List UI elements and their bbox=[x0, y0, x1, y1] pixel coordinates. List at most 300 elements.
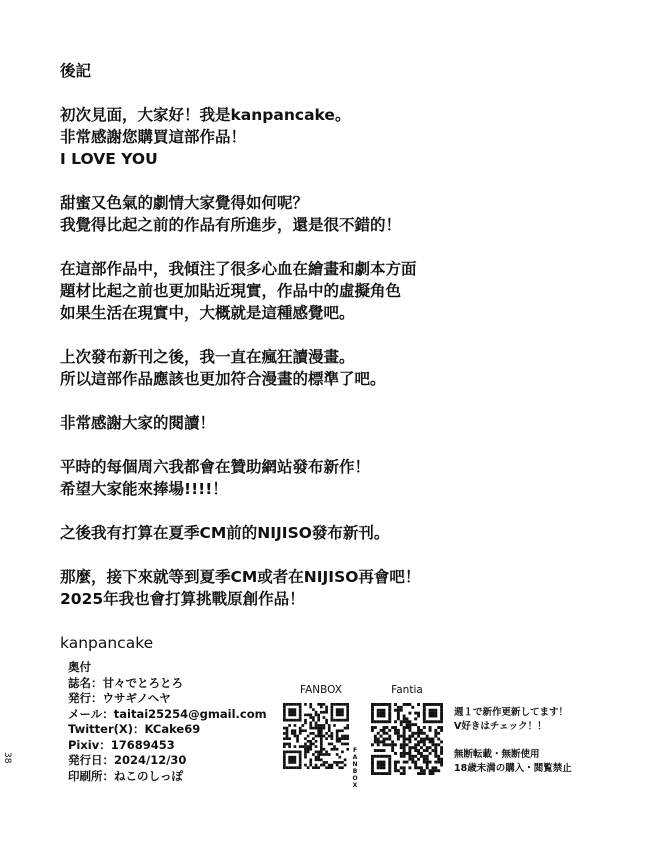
qr-module bbox=[397, 715, 400, 718]
qr-module bbox=[315, 756, 318, 759]
afterword bbox=[60, 60, 620, 654]
qr-module bbox=[317, 724, 320, 727]
qr-module bbox=[380, 735, 383, 738]
qr-module bbox=[283, 764, 286, 767]
qr-module bbox=[383, 755, 386, 758]
qr-module bbox=[312, 719, 315, 722]
qr-module bbox=[377, 763, 380, 766]
qr-module bbox=[346, 748, 349, 751]
qr-module bbox=[312, 732, 315, 735]
qr-module bbox=[291, 714, 294, 717]
qr-module bbox=[388, 772, 391, 775]
qr-module bbox=[299, 714, 302, 717]
qr-module bbox=[385, 743, 388, 746]
qr-module bbox=[434, 703, 437, 706]
qr-module bbox=[299, 711, 302, 714]
qr-module bbox=[288, 724, 291, 727]
afterword-line: 希望大家能來捧場!!!!！ bbox=[60, 480, 228, 498]
qr-module bbox=[394, 743, 397, 746]
qr-module bbox=[304, 748, 307, 751]
qr-module bbox=[341, 708, 344, 711]
qr-module bbox=[328, 727, 331, 730]
qr-module bbox=[320, 703, 323, 706]
qr-module bbox=[414, 743, 417, 746]
qr-module bbox=[307, 766, 310, 769]
qr-module bbox=[286, 727, 289, 730]
qr-module bbox=[288, 743, 291, 746]
qr-module bbox=[346, 727, 349, 730]
qr-module bbox=[333, 761, 336, 764]
colophon-line: 発行日：2024/12/30 bbox=[68, 753, 187, 767]
qr-module bbox=[371, 720, 374, 723]
qr-module bbox=[388, 717, 391, 720]
qr-module bbox=[440, 740, 443, 743]
note-line bbox=[454, 734, 634, 748]
qr-module bbox=[283, 737, 286, 740]
qr-module bbox=[403, 720, 406, 723]
qr-module bbox=[346, 724, 349, 727]
qr-module bbox=[325, 732, 328, 735]
qr-module bbox=[371, 703, 374, 706]
qr-module bbox=[423, 740, 426, 743]
qr-module bbox=[336, 714, 339, 717]
qr-module bbox=[377, 709, 380, 712]
qr-module bbox=[296, 737, 299, 740]
qr-module bbox=[394, 729, 397, 732]
qr-module bbox=[429, 715, 432, 718]
qr-module bbox=[440, 720, 443, 723]
colophon-line: 誌名：甘々でとろとろ bbox=[68, 675, 183, 690]
qr-module bbox=[440, 715, 443, 718]
qr-module bbox=[383, 732, 386, 735]
qr-module bbox=[320, 748, 323, 751]
qr-module bbox=[403, 772, 406, 775]
qr-module bbox=[336, 719, 339, 722]
qr-module bbox=[288, 751, 291, 754]
qr-module bbox=[429, 729, 432, 732]
qr-module bbox=[385, 732, 388, 735]
qr-module bbox=[344, 737, 347, 740]
qr-module bbox=[383, 715, 386, 718]
qr-module bbox=[423, 738, 426, 741]
qr-module bbox=[346, 743, 349, 746]
afterword-line: 甜蜜又色氣的劇情大家覺得如何呢？ bbox=[60, 194, 309, 212]
qr-module bbox=[408, 723, 411, 726]
qr-module bbox=[403, 740, 406, 743]
qr-module bbox=[400, 723, 403, 726]
qr-module bbox=[331, 708, 334, 711]
qr-module bbox=[437, 738, 440, 741]
qr-module bbox=[431, 769, 434, 772]
qr-module bbox=[320, 729, 323, 732]
qr-module bbox=[288, 708, 291, 711]
qr-module bbox=[344, 743, 347, 746]
qr-module bbox=[408, 703, 411, 706]
qr-module bbox=[431, 712, 434, 715]
qr-module bbox=[299, 766, 302, 769]
qr-module bbox=[328, 735, 331, 738]
qr-module bbox=[406, 723, 409, 726]
qr-module bbox=[323, 761, 326, 764]
qr-module bbox=[288, 756, 291, 759]
qr-module bbox=[288, 758, 291, 761]
qr-module bbox=[309, 727, 312, 730]
colophon-line: Twitter(X)：KCake69 bbox=[68, 722, 201, 736]
qr-module bbox=[388, 712, 391, 715]
qr-module bbox=[408, 729, 411, 732]
qr-module bbox=[388, 755, 391, 758]
afterword-line: 上次發布新刊之後，我一直在瘋狂讀漫畫。 bbox=[60, 348, 355, 366]
qr-module bbox=[414, 723, 417, 726]
qr-module bbox=[283, 703, 286, 706]
afterword-line: 所以這部作品應該也更加符合漫畫的標準了吧。 bbox=[60, 370, 386, 388]
qr-module bbox=[380, 740, 383, 743]
qr-module bbox=[417, 732, 420, 735]
qr-module bbox=[371, 743, 374, 746]
qr-module bbox=[391, 726, 394, 729]
qr-module bbox=[286, 703, 289, 706]
qr-module bbox=[437, 743, 440, 746]
qr-module bbox=[320, 743, 323, 746]
qr-module bbox=[377, 732, 380, 735]
qr-module bbox=[408, 766, 411, 769]
qr-module bbox=[440, 726, 443, 729]
qr-module bbox=[383, 738, 386, 741]
qr-module bbox=[377, 749, 380, 752]
qr-module bbox=[388, 729, 391, 732]
qr-module bbox=[431, 743, 434, 746]
qr-module bbox=[383, 740, 386, 743]
qr-module bbox=[391, 746, 394, 749]
qr-module bbox=[283, 761, 286, 764]
qr-module bbox=[288, 761, 291, 764]
qr-module bbox=[437, 732, 440, 735]
qr-module bbox=[414, 746, 417, 749]
qr-module bbox=[411, 735, 414, 738]
qr-module bbox=[294, 732, 297, 735]
qr-module bbox=[286, 732, 289, 735]
qr-module bbox=[431, 703, 434, 706]
qr-module bbox=[371, 715, 374, 718]
qr-module bbox=[315, 724, 318, 727]
qr-module bbox=[420, 746, 423, 749]
fanbox-qr-code[interactable] bbox=[283, 703, 349, 769]
qr-module bbox=[414, 763, 417, 766]
qr-module bbox=[286, 729, 289, 732]
qr-module bbox=[291, 729, 294, 732]
qr-module bbox=[423, 720, 426, 723]
qr-module bbox=[403, 738, 406, 741]
qr-module bbox=[397, 732, 400, 735]
qr-module bbox=[380, 703, 383, 706]
qr-module bbox=[299, 727, 302, 730]
qr-module bbox=[420, 766, 423, 769]
qr-module bbox=[423, 749, 426, 752]
qr-module bbox=[388, 761, 391, 764]
qr-module bbox=[325, 706, 328, 709]
qr-module bbox=[338, 714, 341, 717]
qr-module bbox=[383, 743, 386, 746]
qr-module bbox=[309, 706, 312, 709]
qr-module bbox=[406, 743, 409, 746]
qr-module bbox=[317, 703, 320, 706]
qr-module bbox=[333, 719, 336, 722]
qr-module bbox=[406, 738, 409, 741]
qr-module bbox=[408, 749, 411, 752]
qr-module bbox=[315, 721, 318, 724]
qr-module bbox=[429, 746, 432, 749]
qr-module bbox=[400, 772, 403, 775]
qr-module bbox=[346, 703, 349, 706]
qr-module bbox=[429, 772, 432, 775]
qr-module bbox=[440, 763, 443, 766]
qr-module bbox=[336, 703, 339, 706]
qr-module bbox=[408, 738, 411, 741]
qr-module bbox=[338, 761, 341, 764]
qr-module bbox=[304, 721, 307, 724]
qr-module bbox=[315, 758, 318, 761]
qr-module bbox=[437, 720, 440, 723]
qr-module bbox=[317, 758, 320, 761]
afterword-line: I LOVE YOU bbox=[60, 150, 158, 168]
qr-module bbox=[344, 703, 347, 706]
qr-module bbox=[315, 735, 318, 738]
qr-module bbox=[315, 714, 318, 717]
qr-module bbox=[420, 755, 423, 758]
qr-module bbox=[400, 746, 403, 749]
qr-module bbox=[388, 706, 391, 709]
qr-module bbox=[301, 745, 304, 748]
qr-module bbox=[336, 732, 339, 735]
qr-module bbox=[388, 735, 391, 738]
qr-module bbox=[341, 711, 344, 714]
qr-module bbox=[315, 766, 318, 769]
colophon bbox=[68, 660, 288, 784]
qr-module bbox=[309, 721, 312, 724]
qr-module bbox=[437, 755, 440, 758]
afterword-line: 平時的每個周六我都會在贊助網站發布新作！ bbox=[60, 458, 371, 476]
qr-module bbox=[417, 726, 420, 729]
qr-module bbox=[309, 758, 312, 761]
qr-module bbox=[299, 706, 302, 709]
qr-module bbox=[371, 706, 374, 709]
qr-module bbox=[336, 737, 339, 740]
qr-module bbox=[400, 720, 403, 723]
qr-module bbox=[374, 735, 377, 738]
note-line: V好きはチェック！！ bbox=[454, 721, 547, 732]
qr-module bbox=[309, 743, 312, 746]
qr-module bbox=[423, 743, 426, 746]
afterword-line: 非常感謝您購買這部作品！ bbox=[60, 128, 247, 146]
note-line: 無断転載・無断使用 bbox=[454, 749, 540, 760]
qr-module bbox=[434, 752, 437, 755]
qr-module bbox=[341, 751, 344, 754]
qr-module bbox=[338, 766, 341, 769]
qr-module bbox=[394, 763, 397, 766]
qr-module bbox=[377, 766, 380, 769]
qr-module bbox=[309, 703, 312, 706]
qr-module bbox=[397, 769, 400, 772]
qr-module bbox=[414, 712, 417, 715]
qr-module bbox=[377, 712, 380, 715]
qr-module bbox=[429, 761, 432, 764]
qr-module bbox=[283, 727, 286, 730]
qr-module bbox=[336, 761, 339, 764]
qr-module bbox=[299, 716, 302, 719]
qr-module bbox=[320, 751, 323, 754]
qr-module bbox=[394, 703, 397, 706]
qr-module bbox=[400, 709, 403, 712]
qr-module bbox=[377, 740, 380, 743]
qr-module bbox=[374, 772, 377, 775]
qr-module bbox=[385, 772, 388, 775]
qr-module bbox=[283, 711, 286, 714]
qr-module bbox=[431, 709, 434, 712]
qr-module bbox=[426, 735, 429, 738]
qr-module bbox=[299, 761, 302, 764]
qr-module bbox=[336, 735, 339, 738]
qr-module bbox=[331, 764, 334, 767]
qr-module bbox=[346, 706, 349, 709]
qr-module bbox=[288, 703, 291, 706]
qr-module bbox=[299, 732, 302, 735]
qr-module bbox=[397, 706, 400, 709]
fantia-qr-code[interactable] bbox=[371, 703, 443, 775]
qr-module bbox=[391, 740, 394, 743]
qr-module bbox=[309, 740, 312, 743]
qr-module bbox=[333, 724, 336, 727]
qr-module bbox=[383, 749, 386, 752]
qr-module bbox=[315, 727, 318, 730]
qr-module bbox=[423, 717, 426, 720]
qr-module bbox=[383, 766, 386, 769]
qr-module bbox=[323, 735, 326, 738]
qr-module bbox=[309, 732, 312, 735]
qr-module bbox=[429, 769, 432, 772]
qr-module bbox=[317, 727, 320, 730]
qr-module bbox=[320, 753, 323, 756]
qr-module bbox=[371, 769, 374, 772]
qr-module bbox=[423, 758, 426, 761]
qr-module bbox=[380, 761, 383, 764]
qr-module bbox=[331, 711, 334, 714]
qr-module bbox=[296, 719, 299, 722]
qr-module bbox=[320, 706, 323, 709]
qr-module bbox=[411, 732, 414, 735]
qr-module bbox=[283, 732, 286, 735]
qr-module bbox=[423, 709, 426, 712]
qr-module bbox=[286, 719, 289, 722]
qr-module bbox=[388, 763, 391, 766]
qr-module bbox=[377, 720, 380, 723]
afterword-line: 我覺得比起之前的作品有所進步，還是很不錯的！ bbox=[60, 216, 402, 234]
qr-module bbox=[417, 766, 420, 769]
qr-module bbox=[346, 708, 349, 711]
colophon-line: 印刷所：ねこのしっぽ bbox=[68, 768, 183, 783]
qr-module bbox=[325, 719, 328, 722]
qr-module bbox=[406, 720, 409, 723]
qr-module bbox=[383, 709, 386, 712]
qr-module bbox=[426, 720, 429, 723]
qr-module bbox=[331, 732, 334, 735]
qr-module bbox=[338, 703, 341, 706]
qr-module bbox=[388, 715, 391, 718]
qr-module bbox=[312, 727, 315, 730]
qr-module bbox=[338, 708, 341, 711]
qr-module bbox=[434, 715, 437, 718]
note-line: 18歳未満の購入・閲覧禁止 bbox=[454, 763, 572, 774]
qr-module bbox=[431, 738, 434, 741]
qr-module bbox=[288, 766, 291, 769]
qr-module bbox=[431, 766, 434, 769]
qr-module bbox=[331, 737, 334, 740]
qr-module bbox=[344, 758, 347, 761]
qr-module bbox=[333, 703, 336, 706]
qr-module bbox=[414, 749, 417, 752]
qr-module bbox=[411, 761, 414, 764]
qr-module bbox=[317, 756, 320, 759]
qr-module bbox=[312, 737, 315, 740]
qr-module bbox=[317, 714, 320, 717]
qr-module bbox=[371, 709, 374, 712]
qr-module bbox=[304, 751, 307, 754]
qr-module bbox=[296, 735, 299, 738]
qr-module bbox=[417, 743, 420, 746]
qr-module bbox=[286, 766, 289, 769]
qr-module bbox=[400, 735, 403, 738]
qr-module bbox=[304, 703, 307, 706]
qr-module bbox=[440, 758, 443, 761]
qr-module bbox=[299, 745, 302, 748]
qr-module bbox=[426, 738, 429, 741]
qr-module bbox=[383, 763, 386, 766]
qr-module bbox=[440, 717, 443, 720]
qr-module bbox=[283, 745, 286, 748]
qr-module bbox=[417, 735, 420, 738]
qr-module bbox=[344, 735, 347, 738]
qr-module bbox=[341, 703, 344, 706]
qr-module bbox=[299, 758, 302, 761]
qr-module bbox=[394, 720, 397, 723]
qr-module bbox=[434, 766, 437, 769]
qr-module bbox=[400, 743, 403, 746]
qr-module bbox=[417, 772, 420, 775]
qr-module bbox=[317, 719, 320, 722]
qr-module bbox=[385, 755, 388, 758]
qr-module bbox=[406, 761, 409, 764]
qr-module bbox=[380, 729, 383, 732]
qr-module bbox=[333, 745, 336, 748]
qr-module bbox=[383, 703, 386, 706]
qr-module bbox=[346, 711, 349, 714]
qr-module bbox=[331, 714, 334, 717]
qr-module bbox=[434, 735, 437, 738]
qr-module bbox=[374, 749, 377, 752]
qr-module bbox=[440, 746, 443, 749]
qr-module bbox=[397, 735, 400, 738]
qr-module bbox=[331, 706, 334, 709]
qr-module bbox=[385, 720, 388, 723]
qr-module bbox=[400, 706, 403, 709]
qr-module bbox=[325, 737, 328, 740]
qr-module bbox=[299, 764, 302, 767]
qr-module bbox=[294, 756, 297, 759]
qr-module bbox=[397, 712, 400, 715]
qr-module bbox=[320, 735, 323, 738]
qr-module bbox=[403, 752, 406, 755]
qr-module bbox=[406, 726, 409, 729]
qr-module bbox=[388, 738, 391, 741]
